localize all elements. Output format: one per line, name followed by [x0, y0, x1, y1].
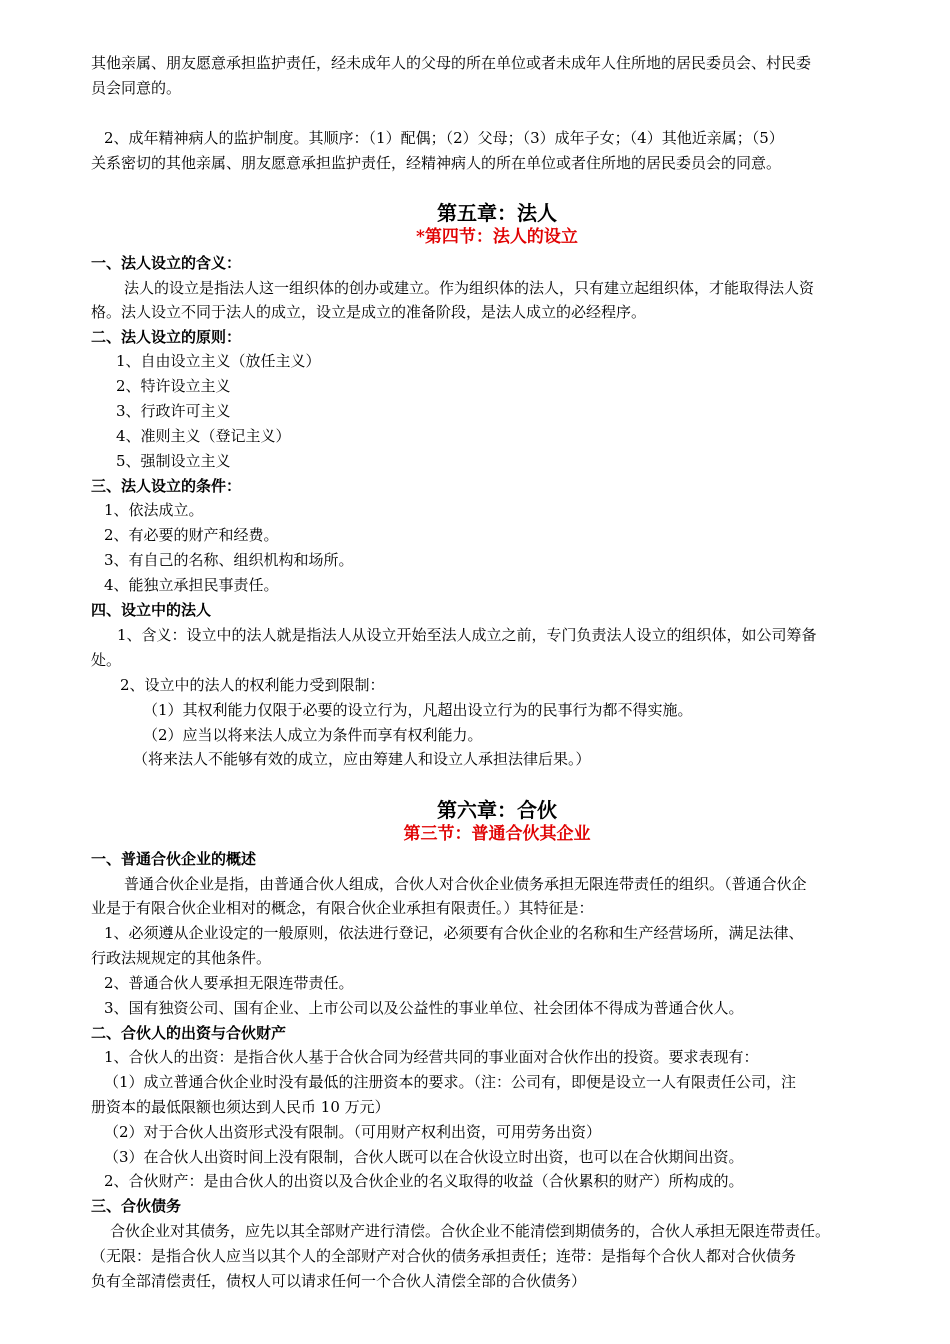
intro-line-3: 2、成年精神病人的监护制度。其顺序：（1）配偶；（2）父母；（3）成年子女；（4）其他近亲属；（5）: [104, 129, 784, 147]
condition-item: 1、依法成立。: [104, 501, 204, 519]
principle-item: 4、准则主义（登记主义）: [116, 427, 291, 445]
ch5-heading-4: 四、设立中的法人: [91, 601, 212, 619]
ch6-paragraph-1a: 普通合伙企业是指，由普通合伙人组成，合伙人对合伙企业债务承担无限连带责任的组织。（普通合伙企: [124, 875, 807, 893]
ch6-paragraph-1e: 2、普通合伙人要承担无限连带责任。: [104, 974, 354, 992]
ch6-paragraph-1f: 3、国有独资公司、国有企业、上市公司以及公益性的事业单位、社会团体不得成为普通合伙人。: [104, 999, 744, 1017]
ch5-paragraph-4f: （将来法人不能够有效的成立，应由筹建人和设立人承担法律后果。）: [133, 750, 591, 768]
intro-line-4: 关系密切的其他亲属、朋友愿意承担监护责任，经精神病人的所在单位或者住所地的居民委员会的同意。: [91, 154, 782, 172]
condition-item: 2、有必要的财产和经费。: [104, 526, 279, 544]
chapter-5-section-title: *第四节：法人的设立: [416, 227, 578, 247]
principle-item: 5、强制设立主义: [116, 452, 231, 470]
ch6-paragraph-1d: 行政法规规定的其他条件。: [91, 949, 272, 967]
ch6-paragraph-3a: 合伙企业对其债务，应先以其全部财产进行清偿。合伙企业不能清偿到期债务的，合伙人承担无限连带责任。: [110, 1222, 831, 1240]
chapter-6-section-title: 第三节：普通合伙其企业: [403, 824, 591, 844]
condition-item: 3、有自己的名称、组织机构和场所。: [104, 551, 354, 569]
principle-item: 1、自由设立主义（放任主义）: [116, 352, 321, 370]
ch6-paragraph-2a: 1、合伙人的出资：是指合伙人基于合伙合同为经营共同的事业面对合伙作出的投资。要求表现有：: [104, 1048, 759, 1066]
ch6-heading-3: 三、合伙债务: [91, 1197, 182, 1215]
ch5-paragraph-4a: 1、含义：设立中的法人就是指法人从设立开始至法人成立之前，专门负责法人设立的组织体，如公司筹备: [117, 626, 817, 644]
chapter-6-title: 第六章：合伙: [437, 798, 557, 822]
ch5-paragraph-4d: （1）其权利能力仅限于必要的设立行为，凡超出设立行为的民事行为都不得实施。: [143, 701, 693, 719]
ch6-paragraph-3c: 负有全部清偿责任，债权人可以请求任何一个合伙人清偿全部的合伙债务）: [91, 1272, 587, 1290]
intro-line-2: 员会同意的。: [91, 79, 182, 97]
condition-item: 4、能独立承担民事责任。: [104, 576, 279, 594]
ch5-paragraph-4c: 2、设立中的法人的权利能力受到限制：: [120, 676, 385, 694]
principle-item: 2、特许设立主义: [116, 377, 231, 395]
ch6-paragraph-3b: （无限：是指合伙人应当以其个人的全部财产对合伙的债务承担责任；连带：是指每个合伙人都对合伙债务: [91, 1247, 797, 1265]
ch6-paragraph-2d: （2）对于合伙人出资形式没有限制。（可用财产权利出资，可用劳务出资）: [104, 1123, 602, 1141]
ch5-heading-1: 一、法人设立的含义：: [91, 254, 242, 272]
ch6-paragraph-2b: （1）成立普通合伙企业时没有最低的注册资本的要求。（注：公司有，即便是设立一人有限责任公司，注: [104, 1073, 797, 1091]
ch5-paragraph-1b: 格。法人设立不同于法人的成立，设立是成立的准备阶段，是法人成立的必经程序。: [91, 303, 647, 321]
ch6-paragraph-1c: 1、必须遵从企业设定的一般原则，依法进行登记，必须要有合伙企业的名称和生产经营场所，满足法律、: [104, 924, 804, 942]
ch5-paragraph-1a: 法人的设立是指法人这一组织体的创办或建立。作为组织体的法人，只有建立起组织体，才能取得法人资: [124, 279, 815, 297]
ch6-heading-2: 二、合伙人的出资与合伙财产: [91, 1024, 287, 1042]
intro-line-1: 其他亲属、朋友愿意承担监护责任，经未成年人的父母的所在单位或者未成年人住所地的居民委员会、村民委: [91, 54, 812, 72]
principle-item: 3、行政许可主义: [116, 402, 231, 420]
ch5-heading-3: 三、法人设立的条件：: [91, 477, 242, 495]
ch6-paragraph-2f: 2、合伙财产：是由合伙人的出资以及合伙企业的名义取得的收益（合伙累积的财产）所构成的。: [104, 1172, 744, 1190]
ch6-paragraph-2e: （3）在合伙人出资时间上没有限制，合伙人既可以在合伙设立时出资，也可以在合伙期间出资。: [104, 1148, 744, 1166]
ch5-paragraph-4b: 处。: [91, 651, 122, 669]
ch6-paragraph-2c: 册资本的最低限额也须达到人民币 10 万元）: [91, 1098, 390, 1116]
ch6-heading-1: 一、普通合伙企业的概述: [91, 850, 257, 868]
ch5-paragraph-4e: （2）应当以将来法人成立为条件而享有权利能力。: [143, 726, 483, 744]
chapter-5-title: 第五章：法人: [437, 201, 557, 225]
ch5-heading-2: 二、法人设立的原则：: [91, 328, 242, 346]
ch6-paragraph-1b: 业是于有限合伙企业相对的概念，有限合伙企业承担有限责任。）其特征是：: [91, 899, 594, 917]
